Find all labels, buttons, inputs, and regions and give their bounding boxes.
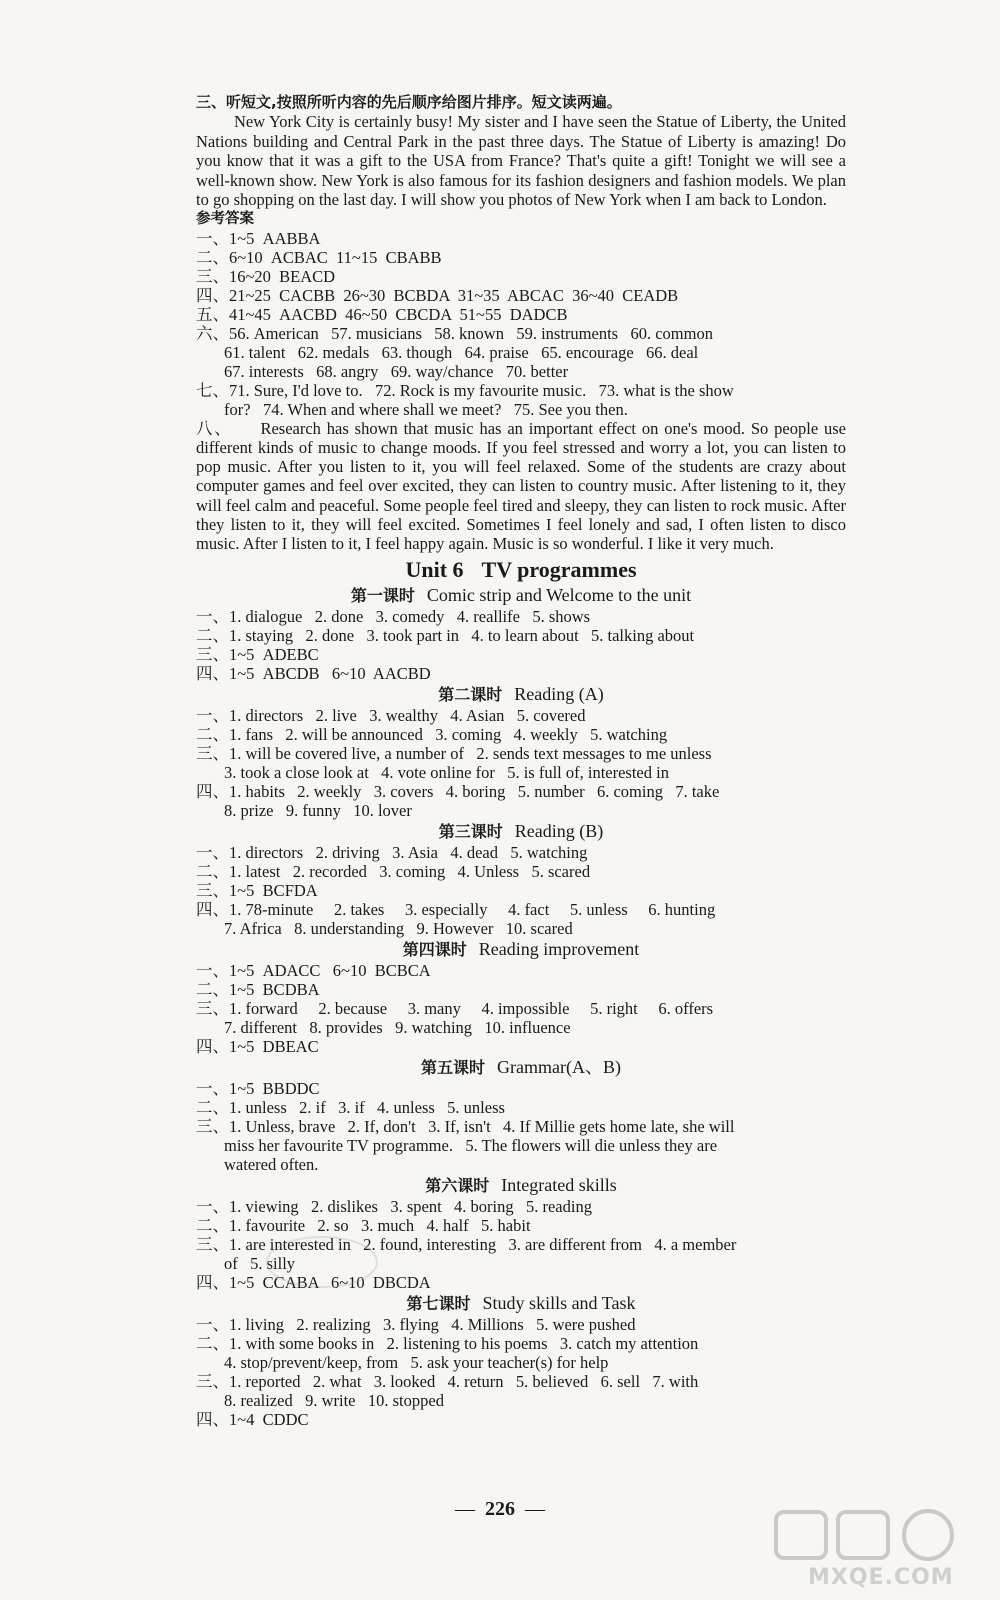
answer-label: 一、 xyxy=(196,842,229,862)
answer-text: 1~5 ADEBC xyxy=(229,644,319,664)
answer-line xyxy=(196,267,846,286)
answer-text: 1~5 AABBA xyxy=(229,228,321,248)
answer-text: 1. directors 2. live 3. wealthy 4. Asian 5. covered xyxy=(229,705,586,725)
answer-text: 1. unless 2. if 3. if 4. unless 5. unless xyxy=(229,1097,505,1117)
answer-text: 1. viewing 2. dislikes 3. spent 4. boring 5. reading xyxy=(229,1196,592,1216)
answer-text: 7. different 8. provides 9. watching 10. influence xyxy=(224,1017,571,1037)
answer-line xyxy=(196,286,846,305)
lesson-answer-line xyxy=(196,1037,846,1056)
lesson-number: 第六课时 xyxy=(425,1175,490,1195)
lesson-answer-line xyxy=(196,1117,846,1136)
answer-text: 8. prize 9. funny 10. lover xyxy=(224,800,412,820)
answer-text: 71. Sure, I'd love to. 72. Rock is my favourite music. 73. what is the show xyxy=(229,380,734,400)
lesson-answer-line xyxy=(196,1197,846,1216)
answer-text: 21~25 CACBB 26~30 BCBDA 31~35 ABCAC 36~40 CEADB xyxy=(229,285,679,305)
lesson-answer-line xyxy=(196,1334,846,1353)
answer-text: miss her favourite TV programme. 5. The flowers will die unless they are xyxy=(224,1135,718,1155)
answer-text: 1. forward 2. because 3. many 4. impossible 5. right 6. offers xyxy=(229,998,714,1018)
lesson-title: Reading improvement xyxy=(478,938,640,959)
answer-page xyxy=(196,92,846,1429)
lesson-heading xyxy=(196,1174,846,1197)
answer-text: 1~5 DBEAC xyxy=(229,1036,319,1056)
answer-label: 三、 xyxy=(196,1371,229,1391)
answer-text: 8. realized 9. write 10. stopped xyxy=(224,1390,444,1410)
page-number: 226 xyxy=(485,1498,515,1520)
lesson-title: Reading (B) xyxy=(514,820,604,841)
answer-text: 1. latest 2. recorded 3. coming 4. Unless 5. scared xyxy=(229,861,591,881)
answer-text: 6~10 ACBAC 11~15 CBABB xyxy=(229,247,442,267)
answer-label: 三、 xyxy=(196,1234,229,1254)
lesson-answer-line xyxy=(196,1079,846,1098)
answer-text: 1. dialogue 2. done 3. comedy 4. reallife 5. shows xyxy=(229,606,591,626)
answer-label: 四、 xyxy=(196,781,229,801)
answer-text: 1. habits 2. weekly 3. covers 4. boring 5. number 6. coming 7. take xyxy=(229,781,720,801)
lesson-answer-line xyxy=(196,1136,846,1155)
answer-text: 1. with some books in 2. listening to his poems 3. catch my attention xyxy=(229,1333,699,1353)
answer-text: for? 74. When and where shall we meet? 75. See you then. xyxy=(224,399,628,419)
answer-text: 1. fans 2. will be announced 3. coming 4. weekly 5. watching xyxy=(229,724,668,744)
answer-label: 二、 xyxy=(196,1333,229,1353)
answer-label: 二、 xyxy=(196,724,229,744)
answer-lines xyxy=(196,229,846,419)
lesson-answer-line xyxy=(196,881,846,900)
answer-line xyxy=(196,362,846,381)
lesson-answer-line xyxy=(196,999,846,1018)
answer-label: 一、 xyxy=(196,1196,229,1216)
unit-title xyxy=(196,556,846,584)
lesson-title: Integrated skills xyxy=(501,1174,617,1195)
lesson-answer-line xyxy=(196,843,846,862)
lesson-answer-line xyxy=(196,706,846,725)
lesson-answer-line xyxy=(196,1315,846,1334)
lesson-heading xyxy=(196,820,846,843)
lesson-answer-line xyxy=(196,782,846,801)
watermark-logo xyxy=(768,1506,978,1594)
lesson-answer-line xyxy=(196,744,846,763)
listening-passage: New York City is certainly busy! My sister and I have seen the Statue of Liberty, the United Nations building and Central Park in the past three days. The Statue of Liberty is amazing! Do you know that it was a gift to the USA from France? That's quite a gift! Tonight we will see a well-known show. New York is also famous for its fashion designers and fashion models. We plan to go shopping on the last day. I will show you photos of New York when I am back to London. xyxy=(196,112,846,209)
answer-line xyxy=(196,324,846,343)
answer-label: 三、 xyxy=(196,266,229,286)
essay xyxy=(196,419,846,554)
answer-text: 56. American 57. musicians 58. known 59. instruments 60. common xyxy=(229,323,713,343)
answer-text: watered often. xyxy=(224,1154,319,1174)
answers-title: 参考答案 xyxy=(196,210,254,227)
answer-text: 7. Africa 8. understanding 9. However 10. scared xyxy=(224,918,573,938)
lesson-answer-line xyxy=(196,1391,846,1410)
answer-label: 二、 xyxy=(196,247,229,267)
answer-text: 16~20 BEACD xyxy=(229,266,336,286)
answer-line xyxy=(196,381,846,400)
answer-label: 一、 xyxy=(196,705,229,725)
answer-label: 四、 xyxy=(196,1036,229,1056)
answer-text: 1~5 BCDBA xyxy=(229,979,320,999)
lesson-answer-line xyxy=(196,900,846,919)
answer-label: 二、 xyxy=(196,1215,229,1235)
answer-line xyxy=(196,343,846,362)
lesson-number: 第一课时 xyxy=(350,585,415,605)
answer-label: 一、 xyxy=(196,1314,229,1334)
answer-label: 三、 xyxy=(196,1116,229,1136)
lesson-answer-line xyxy=(196,763,846,782)
lesson-title: Study skills and Task xyxy=(482,1292,636,1313)
lesson-heading xyxy=(196,683,846,706)
lesson-answer-line xyxy=(196,725,846,744)
lesson-answer-line xyxy=(196,1410,846,1429)
answer-text: 67. interests 68. angry 69. way/chance 70. better xyxy=(224,361,569,381)
answer-line xyxy=(196,229,846,248)
lesson-number: 第二课时 xyxy=(438,684,503,704)
unit-number: Unit 6 xyxy=(405,556,464,582)
answer-label: 四、 xyxy=(196,663,229,683)
lessons xyxy=(196,584,846,1429)
answer-label: 二、 xyxy=(196,979,229,999)
lesson-answer-line xyxy=(196,1372,846,1391)
answer-label: 二、 xyxy=(196,625,229,645)
lesson-title: Grammar(A、B) xyxy=(497,1056,621,1077)
lesson-number: 第四课时 xyxy=(402,939,467,959)
answer-label: 二、 xyxy=(196,861,229,881)
answer-text: 1~4 CDDC xyxy=(229,1409,309,1429)
lesson-answer-line xyxy=(196,1018,846,1037)
answer-text: 1. are interested in 2. found, interesting 3. are different from 4. a member xyxy=(229,1234,737,1254)
answer-text: 1~5 ADACC 6~10 BCBCA xyxy=(229,960,431,980)
answer-text: 1. living 2. realizing 3. flying 4. Millions 5. were pushed xyxy=(229,1314,636,1334)
answer-text: 1. directors 2. driving 3. Asia 4. dead 5. watching xyxy=(229,842,588,862)
answer-label: 六、 xyxy=(196,323,229,343)
answer-label: 三、 xyxy=(196,998,229,1018)
lesson-title: Comic strip and Welcome to the unit xyxy=(426,584,692,605)
answer-text: 1. reported 2. what 3. looked 4. return 5. believed 6. sell 7. with xyxy=(229,1371,699,1391)
lesson-title: Reading (A) xyxy=(514,683,604,704)
lesson-answer-line xyxy=(196,980,846,999)
answer-label: 四、 xyxy=(196,1272,229,1292)
lesson-heading xyxy=(196,938,846,961)
answer-line xyxy=(196,400,846,419)
lesson-answer-line xyxy=(196,607,846,626)
essay-label: 八、 xyxy=(196,418,233,438)
lesson-answer-line xyxy=(196,919,846,938)
answer-text: 4. stop/prevent/keep, from 5. ask your teacher(s) for help xyxy=(224,1352,609,1372)
answer-text: of 5. silly xyxy=(224,1253,296,1273)
lesson-number: 第三课时 xyxy=(438,821,503,841)
listening-heading: 三、听短文,按照所听内容的先后顺序给图片排序。短文读两遍。 xyxy=(196,93,622,111)
lesson-answer-line xyxy=(196,664,846,683)
answer-label: 四、 xyxy=(196,1409,229,1429)
answer-label: 三、 xyxy=(196,743,229,763)
answer-text: 1~5 BCFDA xyxy=(229,880,318,900)
essay-text: Research has shown that music has an important effect on one's mood. So people use different kinds of music to change moods. If you feel stressed and worry a lot, you can listen to pop music. After you listen to it, you will feel relaxed. Some of the students are crazy about computer games and feel over excited, they can listen to country music. After listening to it, they will feel calm and peaceful. Some people feel tired and sleepy, they can listen to rock music. After they listen to it, they will feel excited. Sometimes I feel lonely and sad, I often listen to disco music. After I listen to it, I feel happy again. Music is so wonderful. I like it very much. xyxy=(196,418,846,554)
answer-line xyxy=(196,305,846,324)
faint-stamp-mark xyxy=(262,1232,382,1292)
answer-label: 一、 xyxy=(196,606,229,626)
lesson-heading xyxy=(196,1056,846,1079)
answer-text: 1~5 ABCDB 6~10 AACBD xyxy=(229,663,431,683)
answer-text: 1. 78-minute 2. takes 3. especially 4. fact 5. unless 6. hunting xyxy=(229,899,716,919)
watermark-text: MXQE.COM xyxy=(808,1565,954,1590)
lesson-answer-line xyxy=(196,961,846,980)
watermark-icon xyxy=(768,1506,978,1566)
answer-label: 三、 xyxy=(196,644,229,664)
lesson-answer-line xyxy=(196,1155,846,1174)
answer-label: 五、 xyxy=(196,304,229,324)
answer-text: 61. talent 62. medals 63. though 64. praise 65. encourage 66. deal xyxy=(224,342,699,362)
answer-label: 二、 xyxy=(196,1097,229,1117)
answer-label: 四、 xyxy=(196,285,229,305)
answer-label: 一、 xyxy=(196,960,229,980)
lesson-number: 第五课时 xyxy=(421,1057,486,1077)
answer-text: 1. Unless, brave 2. If, don't 3. If, isn't 4. If Millie gets home late, she will xyxy=(229,1116,735,1136)
answer-label: 四、 xyxy=(196,899,229,919)
answer-text: 3. took a close look at 4. vote online for 5. is full of, interested in xyxy=(224,762,669,782)
lesson-answer-line xyxy=(196,1098,846,1117)
answer-text: 41~45 AACBD 46~50 CBCDA 51~55 DADCB xyxy=(229,304,568,324)
answer-text: 1. staying 2. done 3. took part in 4. to learn about 5. talking about xyxy=(229,625,695,645)
answer-text: 1~5 CCABA 6~10 DBCDA xyxy=(229,1272,431,1292)
unit-name: TV programmes xyxy=(481,556,637,582)
lesson-heading xyxy=(196,1292,846,1315)
answer-line xyxy=(196,248,846,267)
lesson-answer-line xyxy=(196,645,846,664)
lesson-answer-line xyxy=(196,862,846,881)
lesson-answer-line xyxy=(196,626,846,645)
answer-label: 一、 xyxy=(196,1078,229,1098)
lesson-answer-line xyxy=(196,801,846,820)
answer-label: 一、 xyxy=(196,228,229,248)
answer-label: 七、 xyxy=(196,380,229,400)
answer-text: 1. favourite 2. so 3. much 4. half 5. habit xyxy=(229,1215,531,1235)
answer-text: 1~5 BBDDC xyxy=(229,1078,320,1098)
page-footer: — 226 — xyxy=(455,1498,545,1520)
lesson-heading xyxy=(196,584,846,607)
lesson-number: 第七课时 xyxy=(406,1293,471,1313)
lesson-answer-line xyxy=(196,1353,846,1372)
answer-label: 三、 xyxy=(196,880,229,900)
answer-text: 1. will be covered live, a number of 2. sends text messages to me unless xyxy=(229,743,712,763)
